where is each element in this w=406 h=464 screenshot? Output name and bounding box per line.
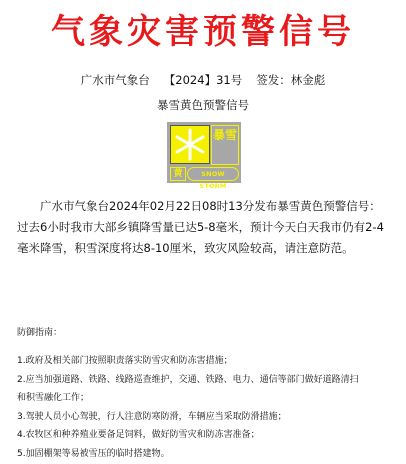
guide-item: 5.加固棚架等易被雪压的临时搭建物。 (17, 448, 170, 459)
guide-item: 2.应当加强道路、铁路、线路巡查维护，交通、铁路、电力、通信等部门做好道路清扫 (17, 374, 359, 385)
signal-kanji: 暴雪 (211, 125, 239, 165)
guide-item: 4.农牧区和种养殖业要备足饲料，做好防雪灾和防冻害准备； (17, 430, 260, 440)
guide-item: 和积雪融化工作； (17, 393, 90, 403)
warning-body-text: 广水市气象台2024年02月22日08时13分发布暴雪黄色预警信号：过去6小时我市大部乡镇降雪量已达5-8毫米，预计今天白天我市仍有2-4毫米降雪，积雪深度将达8-10厘米，致灾风险较高，请注意防范。 (17, 199, 384, 255)
guide-item: 3.驾驶人员小心驾驶，行人注意防寒防滑，车辆应当采取防滑措施； (17, 411, 287, 422)
signal-english-label: SNOW STORM (187, 167, 239, 181)
agency-name: 广水市气象台 (80, 73, 150, 87)
guide-list (17, 352, 393, 463)
page-title: 气象灾害预警信号 (51, 12, 355, 52)
signal-subtitle: 暴雪黄色预警信号 (157, 98, 249, 112)
snowflake-icon (170, 125, 210, 164)
snowstorm-yellow-signal-icon (167, 122, 241, 190)
issuer-line (0, 72, 406, 88)
document-number: 【2024】31号 (163, 73, 243, 87)
guide-heading: 防御指南： (17, 328, 63, 338)
signal-footer (167, 166, 241, 190)
guide-item: 1.政府及相关部门按照职责落实防雪灾和防冻害措施； (17, 356, 233, 366)
signatory: 签发：林金彪 (256, 73, 326, 87)
signal-color-label: 黄 (170, 167, 186, 181)
